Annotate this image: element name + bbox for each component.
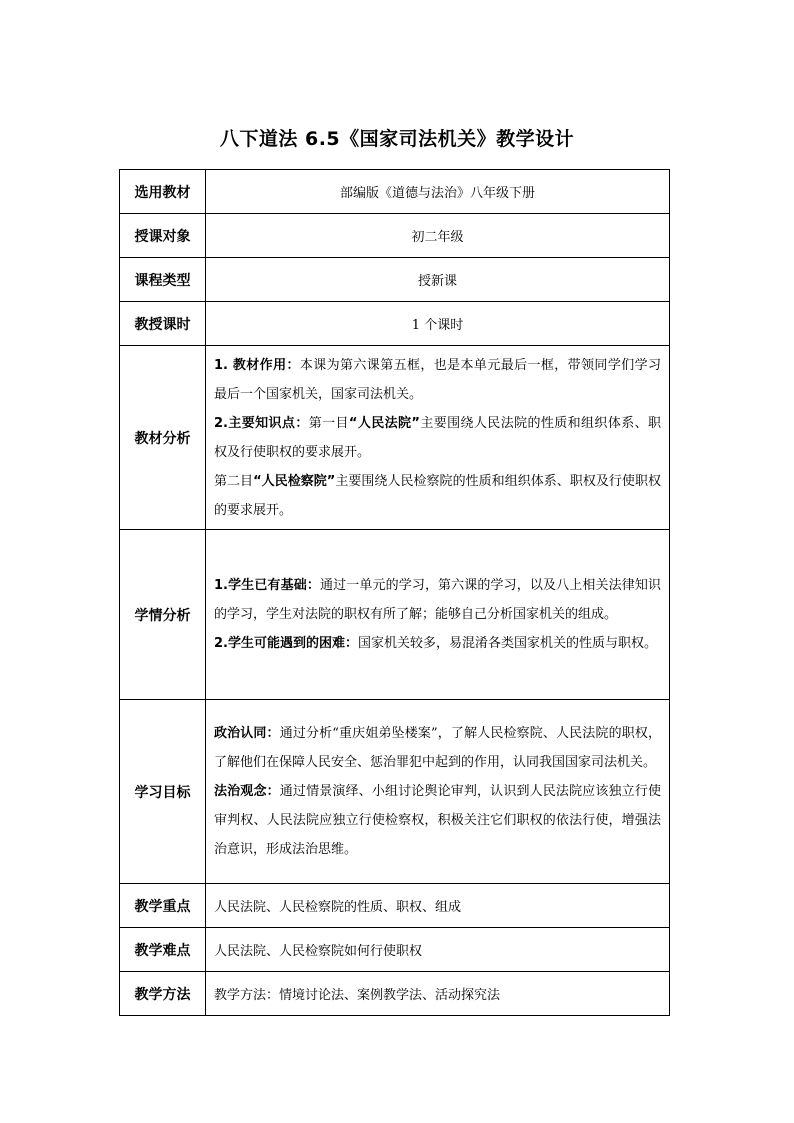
analysis-p3-a: 第二目 — [214, 473, 254, 489]
students-p2-heading: 2.学生可能遇到的困难： — [214, 636, 358, 651]
page-title: 八下道法 6.5《国家司法机关》教学设计 — [219, 128, 575, 150]
analysis-paragraph-2 — [214, 409, 661, 467]
cell-goals — [206, 700, 670, 884]
label-students: 学情分析 — [120, 530, 206, 700]
row-students — [120, 530, 670, 700]
row-methods — [120, 972, 670, 1016]
label-hours: 教授课时 — [120, 302, 206, 346]
value-methods: 教学方法：情境讨论法、案例教学法、活动探究法 — [206, 972, 670, 1016]
analysis-p3-b: 主要围绕人民检察院的性质和组织体系、职权及行使职权的要求展开。 — [214, 473, 661, 518]
analysis-p2-quote: “人民法院” — [348, 415, 420, 431]
students-p1-body: 通过一单元的学习，第六课的学习，以及八上相关法律知识的学习，学生对法院的职权有所了解；能够自己分析国家机关的组成。 — [214, 578, 661, 622]
goals-paragraph-2 — [214, 777, 661, 864]
goals-p2-body: 通过情景演绎、小组讨论舆论审判，认识到人民法院应该独立行使审判权、人民法院应独立行使检察权，积极关注它们职权的依法行使，增强法治意识，形成法治思维。 — [214, 784, 661, 857]
value-textbook: 部编版《道德与法治》八年级下册 — [206, 170, 670, 214]
row-key-points — [120, 884, 670, 928]
students-p2-body: 国家机关较多，易混淆各类国家机关的性质与职权。 — [357, 636, 657, 651]
analysis-p2-heading: 2.主要知识点： — [214, 415, 309, 431]
students-paragraph-1 — [214, 571, 661, 629]
value-course-type: 授新课 — [206, 258, 670, 302]
analysis-p3-quote: “人民检察院” — [253, 473, 336, 489]
goals-p2-heading: 法治观念： — [214, 784, 280, 799]
row-goals — [120, 700, 670, 884]
value-key-points: 人民法院、人民检察院的性质、职权、组成 — [206, 884, 670, 928]
row-difficulties — [120, 928, 670, 972]
goals-p1-body: 通过分析“重庆姐弟坠楼案”，了解人民检察院、人民法院的职权，了解他们在保障人民安全、惩治罪犯中起到的作用，认同我国国家司法机关。 — [214, 726, 661, 770]
analysis-paragraph-3 — [214, 467, 661, 525]
label-audience: 授课对象 — [120, 214, 206, 258]
analysis-paragraph-1 — [214, 351, 661, 409]
label-key-points: 教学重点 — [120, 884, 206, 928]
row-course-type — [120, 258, 670, 302]
label-textbook: 选用教材 — [120, 170, 206, 214]
analysis-p1-heading: 1. 教材作用： — [214, 357, 300, 373]
cell-students — [206, 530, 670, 700]
analysis-p1-body: 本课为第六课第五框，也是本单元最后一框，带领同学们学习最后一个国家机关，国家司法机关。 — [214, 357, 661, 402]
goals-p1-heading: 政治认同： — [214, 726, 280, 741]
cell-analysis — [206, 346, 670, 530]
students-p1-heading: 1.学生已有基础： — [214, 578, 320, 593]
value-hours: 1 个课时 — [206, 302, 670, 346]
label-analysis: 教材分析 — [120, 346, 206, 530]
value-difficulties: 人民法院、人民检察院如何行使职权 — [206, 928, 670, 972]
label-course-type: 课程类型 — [120, 258, 206, 302]
value-audience: 初二年级 — [206, 214, 670, 258]
students-paragraph-2 — [214, 629, 661, 658]
analysis-p2-body-b: 主要围绕人民法院的性质和组织体系、职权及行使职权的要求展开。 — [214, 415, 661, 460]
label-goals: 学习目标 — [120, 700, 206, 884]
row-audience — [120, 214, 670, 258]
row-hours — [120, 302, 670, 346]
lesson-plan-table — [119, 169, 670, 1016]
row-textbook — [120, 170, 670, 214]
label-difficulties: 教学难点 — [120, 928, 206, 972]
goals-paragraph-1 — [214, 719, 661, 777]
label-methods: 教学方法 — [120, 972, 206, 1016]
analysis-p2-body-a: 第一目 — [308, 415, 349, 431]
row-analysis — [120, 346, 670, 530]
